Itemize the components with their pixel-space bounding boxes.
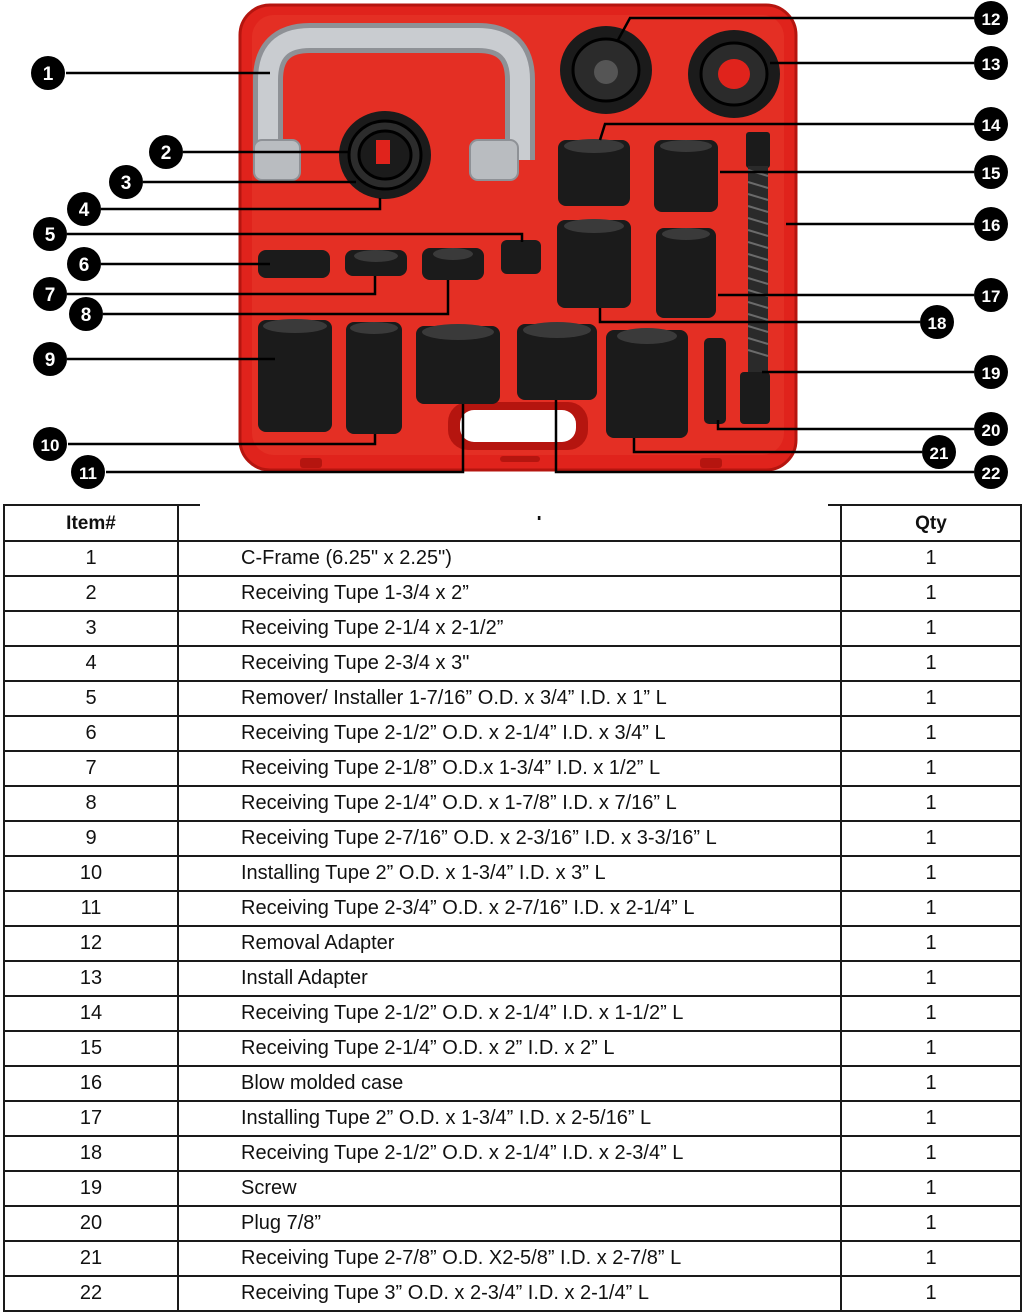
ball-joint-kit-diagram (0, 0, 1024, 492)
table-row (4, 1241, 1021, 1276)
svg-text:10: 10 (40, 436, 60, 455)
table-row (4, 996, 1021, 1031)
svg-text:20: 20 (981, 421, 1001, 440)
callout-4 (67, 192, 101, 226)
callout-21 (922, 435, 956, 469)
cell-item: 15 (4, 1031, 178, 1066)
cell-item: 19 (4, 1171, 178, 1206)
cell-description: Installing Tupe 2” O.D. x 1-3/4” I.D. x 3” L (178, 856, 841, 891)
cell-item: 14 (4, 996, 178, 1031)
cell-qty: 1 (841, 751, 1021, 786)
cell-item: 1 (4, 541, 178, 576)
callout-3 (109, 165, 143, 199)
callout-2 (149, 135, 183, 169)
cell-qty: 1 (841, 1066, 1021, 1101)
cell-item: 18 (4, 1136, 178, 1171)
callout-22 (974, 455, 1008, 489)
cell-qty: 1 (841, 541, 1021, 576)
cell-item: 3 (4, 611, 178, 646)
callout-1 (31, 56, 65, 90)
table-row (4, 1101, 1021, 1136)
svg-text:6: 6 (78, 255, 90, 276)
cell-description: Receiving Tupe 2-1/2” O.D. x 2-1/4” I.D. x 2-3/4” L (178, 1136, 841, 1171)
svg-text:8: 8 (80, 305, 92, 326)
table-row (4, 681, 1021, 716)
parts-table-body (4, 541, 1021, 1311)
cell-item: 11 (4, 891, 178, 926)
svg-text:4: 4 (78, 200, 90, 221)
svg-text:17: 17 (981, 287, 1001, 306)
cell-qty: 1 (841, 856, 1021, 891)
svg-text:7: 7 (44, 285, 56, 306)
svg-text:18: 18 (927, 314, 947, 333)
cell-description: Removal Adapter (178, 926, 841, 961)
cell-qty: 1 (841, 891, 1021, 926)
cell-qty: 1 (841, 716, 1021, 751)
table-row (4, 716, 1021, 751)
cell-qty: 1 (841, 1101, 1021, 1136)
cell-description: Receiving Tupe 2-1/8” O.D.x 1-3/4” I.D. x 1/2” L (178, 751, 841, 786)
cell-description: Receiving Tupe 2-7/8” O.D. X2-5/8” I.D. x 2-7/8” L (178, 1241, 841, 1276)
cell-description: Receiving Tupe 2-3/4 x 3" (178, 646, 841, 681)
cell-qty: 1 (841, 1276, 1021, 1311)
cell-item: 7 (4, 751, 178, 786)
cell-description: Receiving Tupe 1-3/4 x 2” (178, 576, 841, 611)
cell-qty: 1 (841, 1136, 1021, 1171)
cell-qty: 1 (841, 1031, 1021, 1066)
cell-description: Plug 7/8” (178, 1206, 841, 1241)
cell-qty: 1 (841, 1206, 1021, 1241)
table-row (4, 856, 1021, 891)
cell-description: Remover/ Installer 1-7/16” O.D. x 3/4” I.D. x 1” L (178, 681, 841, 716)
table-row (4, 1206, 1021, 1241)
cell-item: 10 (4, 856, 178, 891)
cell-description: Blow molded case (178, 1066, 841, 1101)
cell-description: C-Frame (6.25" x 2.25") (178, 541, 841, 576)
header-item: Item# (4, 505, 178, 541)
callout-17 (974, 278, 1008, 312)
table-row (4, 1136, 1021, 1171)
cell-qty: 1 (841, 681, 1021, 716)
svg-text:21: 21 (929, 444, 949, 463)
table-row (4, 1066, 1021, 1101)
cell-item: 9 (4, 821, 178, 856)
callout-5 (33, 217, 67, 251)
svg-text:16: 16 (981, 216, 1001, 235)
cell-qty: 1 (841, 926, 1021, 961)
table-row (4, 786, 1021, 821)
svg-text:14: 14 (981, 116, 1001, 135)
table-row (4, 611, 1021, 646)
table-row (4, 891, 1021, 926)
cell-item: 8 (4, 786, 178, 821)
callout-11 (71, 455, 105, 489)
cell-description: Receiving Tupe 2-7/16” O.D. x 2-3/16” I.D. x 3-3/16” L (178, 821, 841, 856)
cell-item: 12 (4, 926, 178, 961)
cell-item: 21 (4, 1241, 178, 1276)
cell-qty: 1 (841, 1171, 1021, 1206)
cell-item: 20 (4, 1206, 178, 1241)
svg-text:3: 3 (120, 173, 132, 194)
table-row (4, 1171, 1021, 1206)
cell-item: 17 (4, 1101, 178, 1136)
cell-item: 2 (4, 576, 178, 611)
cell-qty: 1 (841, 611, 1021, 646)
cell-description: Receiving Tupe 2-1/4” O.D. x 1-7/8” I.D. x 7/16” L (178, 786, 841, 821)
cell-qty: 1 (841, 646, 1021, 681)
cell-qty: 1 (841, 961, 1021, 996)
header-qty: Qty (841, 505, 1021, 541)
table-row (4, 1031, 1021, 1066)
table-row (4, 751, 1021, 786)
cell-description: Receiving Tupe 3” O.D. x 2-3/4” I.D. x 2-1/4” L (178, 1276, 841, 1311)
callout-16 (974, 207, 1008, 241)
cell-description: Screw (178, 1171, 841, 1206)
cell-item: 6 (4, 716, 178, 751)
svg-text:15: 15 (981, 164, 1001, 183)
cell-item: 16 (4, 1066, 178, 1101)
callout-6 (67, 247, 101, 281)
table-row (4, 1276, 1021, 1311)
cell-item: 4 (4, 646, 178, 681)
svg-text:13: 13 (981, 55, 1001, 74)
svg-text:2: 2 (160, 143, 172, 164)
parts-table (3, 504, 1022, 1312)
callout-7 (33, 277, 67, 311)
cell-qty: 1 (841, 996, 1021, 1031)
callout-8 (69, 297, 103, 331)
cell-description: Receiving Tupe 2-3/4” O.D. x 2-7/16” I.D. x 2-1/4” L (178, 891, 841, 926)
callout-13 (974, 46, 1008, 80)
table-row (4, 646, 1021, 681)
svg-text:19: 19 (981, 364, 1001, 383)
cell-qty: 1 (841, 1241, 1021, 1276)
callout-9 (33, 342, 67, 376)
callout-14 (974, 107, 1008, 141)
table-row (4, 961, 1021, 996)
cell-description: Receiving Tupe 2-1/4 x 2-1/2” (178, 611, 841, 646)
svg-text:9: 9 (44, 350, 56, 371)
table-row (4, 541, 1021, 576)
callout-12 (974, 1, 1008, 35)
callout-18 (920, 305, 954, 339)
svg-text:5: 5 (44, 225, 56, 246)
cell-qty: 1 (841, 786, 1021, 821)
table-row (4, 821, 1021, 856)
cell-item: 13 (4, 961, 178, 996)
receiving-rings-2-4 (339, 111, 431, 199)
svg-text:22: 22 (981, 464, 1001, 483)
cell-item: 5 (4, 681, 178, 716)
cell-description: Receiving Tupe 2-1/2” O.D. x 2-1/4” I.D. x 3/4” L (178, 716, 841, 751)
cell-description: Installing Tupe 2” O.D. x 1-3/4” I.D. x 2-5/16” L (178, 1101, 841, 1136)
cell-description: Install Adapter (178, 961, 841, 996)
svg-text:1: 1 (42, 64, 54, 85)
cell-qty: 1 (841, 576, 1021, 611)
callout-20 (974, 412, 1008, 446)
table-row (4, 576, 1021, 611)
callout-15 (974, 155, 1008, 189)
callout-19 (974, 355, 1008, 389)
callout-10 (33, 427, 67, 461)
table-row (4, 926, 1021, 961)
cell-description: Receiving Tupe 2-1/4” O.D. x 2” I.D. x 2” L (178, 1031, 841, 1066)
cell-qty: 1 (841, 821, 1021, 856)
svg-text:12: 12 (981, 10, 1001, 29)
cell-description: Receiving Tupe 2-1/2” O.D. x 2-1/4” I.D. x 1-1/2” L (178, 996, 841, 1031)
svg-text:11: 11 (79, 464, 97, 483)
header-mask (200, 498, 828, 516)
cell-item: 22 (4, 1276, 178, 1311)
